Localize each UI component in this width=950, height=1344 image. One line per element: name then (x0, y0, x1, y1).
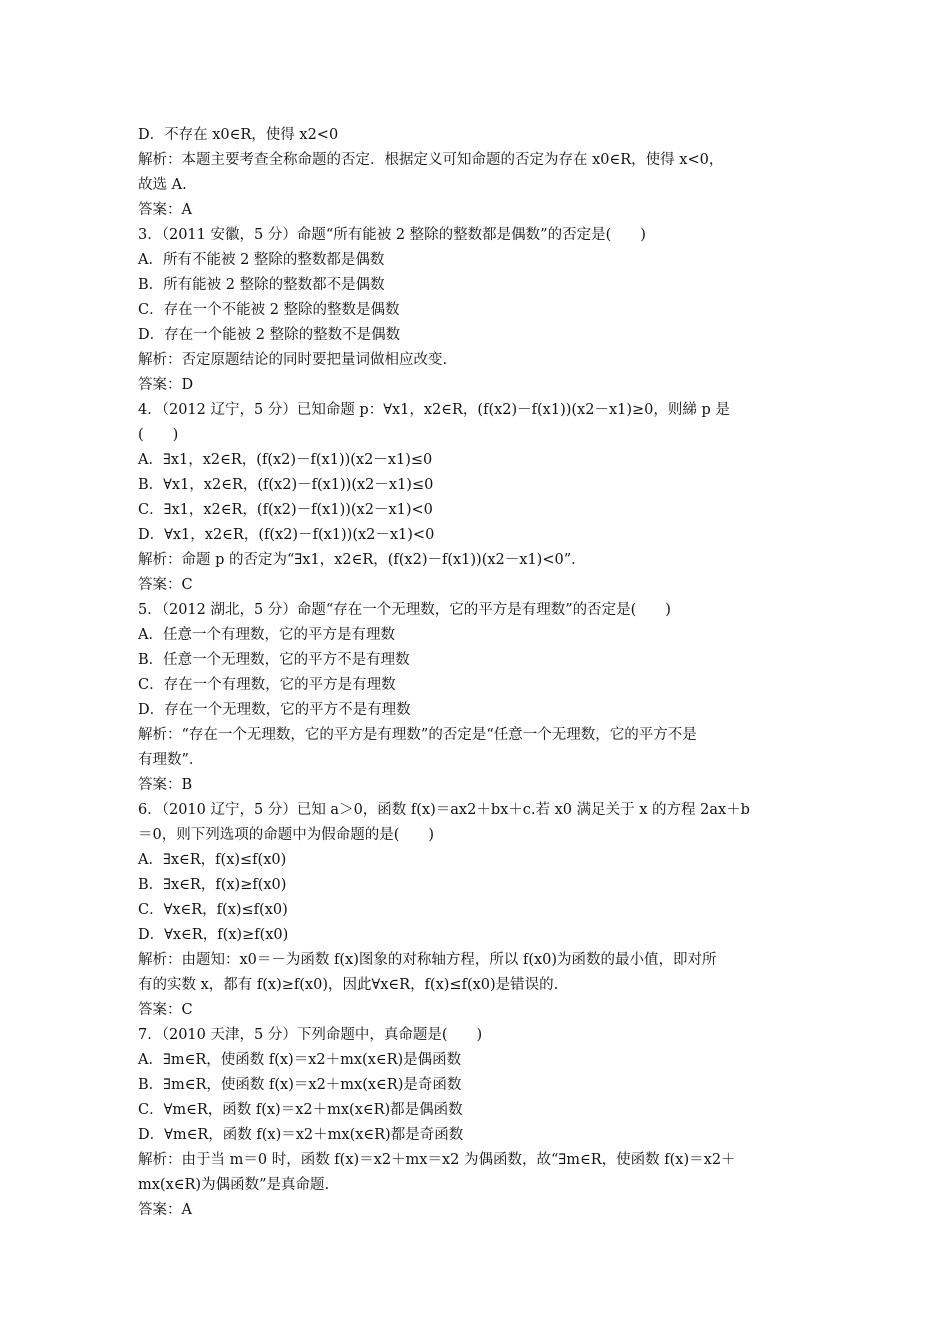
option-a-q4: A．∃x1，x2∈R，(f(x2)－f(x1))(x2－x1)≤0 (138, 452, 433, 468)
analysis-q6-cont: 有的实数 x，都有 f(x)≥f(x0)，因此∀x∈R，f(x)≤f(x0)是错误的. (138, 977, 559, 993)
answer-q7: 答案：A (138, 1202, 192, 1218)
option-d-q2: D．不存在 x0∈R，使得 x2<0 (138, 127, 339, 143)
question-5: 5．（2012 湖北，5 分）命题“存在一个无理数，它的平方是有理数”的否定是( ) (138, 602, 671, 618)
option-c-q4: C．∃x1，x2∈R，(f(x2)－f(x1))(x2－x1)<0 (138, 502, 433, 518)
analysis-q7: 解析：由于当 m＝0 时，函数 f(x)＝x2＋mx＝x2 为偶函数，故“∃m∈R，使函数 f(x)＝x2＋ (138, 1152, 736, 1168)
analysis-q5-cont: 有理数”． (138, 752, 204, 768)
analysis-q6: 解析：由题知：x0＝－为函数 f(x)图象的对称轴方程，所以 f(x0)为函数的最小值，即对所 (138, 952, 717, 968)
option-d-q7: D．∀m∈R，函数 f(x)＝x2＋mx(x∈R)都是奇函数 (138, 1127, 464, 1143)
option-c-q6: C．∀x∈R，f(x)≤f(x0) (138, 902, 288, 918)
analysis-q7-cont: mx(x∈R)为偶函数”是真命题. (138, 1177, 330, 1193)
option-c-q3: C．存在一个不能被 2 整除的整数是偶数 (138, 302, 400, 318)
answer-q5: 答案：B (138, 777, 193, 793)
analysis-q2-cont: 故选 A. (138, 177, 187, 193)
option-c-q5: C．存在一个有理数，它的平方是有理数 (138, 677, 396, 693)
question-4: 4．（2012 辽宁，5 分）已知命题 p：∀x1，x2∈R，(f(x2)－f(x1))(x2－x1)≥0，则綈 p 是 (138, 402, 730, 418)
question-6-cont: ＝0，则下列选项的命题中为假命题的是( ) (138, 827, 435, 843)
analysis-q5: 解析：“存在一个无理数，它的平方是有理数”的否定是“任意一个无理数，它的平方不是 (138, 727, 697, 743)
option-a-q6: A．∃x∈R，f(x)≤f(x0) (138, 852, 287, 868)
question-3: 3．（2011 安徽，5 分）命题“所有能被 2 整除的整数都是偶数”的否定是( ) (138, 227, 646, 243)
document-body (138, 123, 828, 1223)
question-4-cont: ( ) (138, 427, 179, 443)
option-d-q3: D．存在一个能被 2 整除的整数不是偶数 (138, 327, 401, 343)
option-a-q7: A．∃m∈R，使函数 f(x)＝x2＋mx(x∈R)是偶函数 (138, 1052, 462, 1068)
option-b-q6: B．∃x∈R，f(x)≥f(x0) (138, 877, 287, 893)
option-b-q3: B．所有能被 2 整除的整数都不是偶数 (138, 277, 385, 293)
option-b-q4: B．∀x1，x2∈R，(f(x2)－f(x1))(x2－x1)≤0 (138, 477, 434, 493)
option-a-q5: A．任意一个有理数，它的平方是有理数 (138, 627, 395, 643)
option-d-q5: D．存在一个无理数，它的平方不是有理数 (138, 702, 411, 718)
answer-q6: 答案：C (138, 1002, 193, 1018)
answer-q2: 答案：A (138, 202, 192, 218)
answer-q3: 答案：D (138, 377, 194, 393)
question-6: 6．（2010 辽宁，5 分）已知 a＞0，函数 f(x)＝ax2＋bx＋c.若 x0 满足关于 x 的方程 2ax＋b (138, 802, 750, 818)
question-7: 7．（2010 天津，5 分）下列命题中，真命题是( ) (138, 1027, 483, 1043)
analysis-q4: 解析：命题 p 的否定为“∃x1，x2∈R，(f(x2)－f(x1))(x2－x1)<0”． (138, 552, 586, 568)
option-b-q7: B．∃m∈R，使函数 f(x)＝x2＋mx(x∈R)是奇函数 (138, 1077, 462, 1093)
analysis-q2: 解析：本题主要考查全称命题的否定．根据定义可知命题的否定为存在 x0∈R，使得 x<0， (138, 152, 724, 168)
answer-q4: 答案：C (138, 577, 193, 593)
option-c-q7: C．∀m∈R，函数 f(x)＝x2＋mx(x∈R)都是偶函数 (138, 1102, 463, 1118)
option-a-q3: A．所有不能被 2 整除的整数都是偶数 (138, 252, 385, 268)
option-b-q5: B．任意一个无理数，它的平方不是有理数 (138, 652, 410, 668)
analysis-q3: 解析：否定原题结论的同时要把量词做相应改变. (138, 352, 448, 368)
option-d-q4: D．∀x1，x2∈R，(f(x2)－f(x1))(x2－x1)<0 (138, 527, 435, 543)
option-d-q6: D．∀x∈R，f(x)≥f(x0) (138, 927, 289, 943)
